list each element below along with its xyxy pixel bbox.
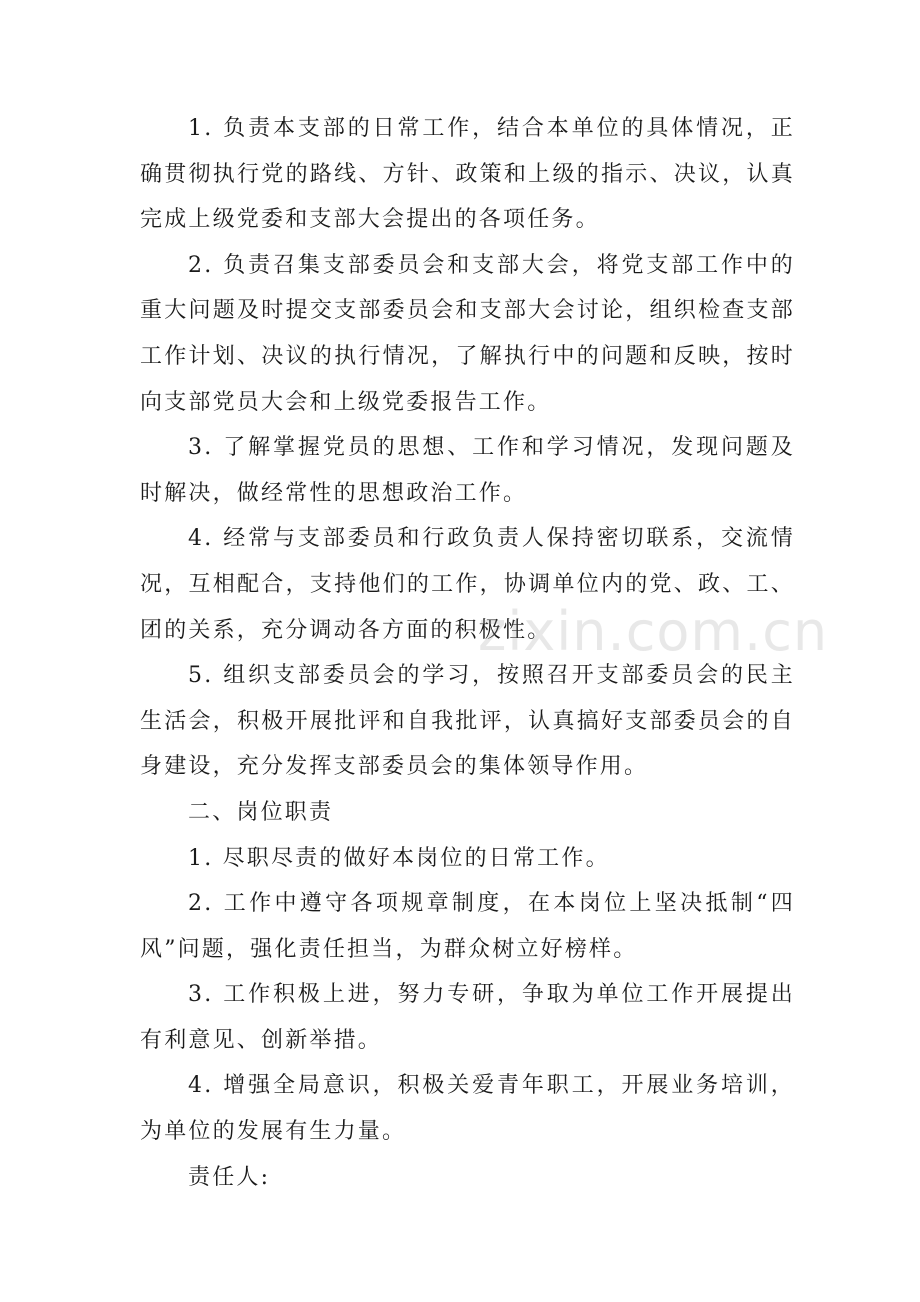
paragraph-duty-4: 4. 经常与支部委员和行政负责人保持密切联系，交流情况，互相配合，支持他们的工作，协调单位内的党、政、工、团的关系，充分调动各方面的积极性。 bbox=[140, 526, 795, 643]
paragraph-post-duty-2: 2. 工作中遵守各项规章制度，在本岗位上坚决抵制“四风”问题，强化责任担当，为群众树立好榜样。 bbox=[140, 891, 795, 962]
section-heading-post-duties: 二、岗位职责 bbox=[188, 799, 334, 825]
watermark-text: zixin.com.cn bbox=[478, 600, 829, 663]
paragraph-duty-5: 5. 组织支部委员会的学习，按照召开支部委员会的民主生活会，积极开展批评和自我批评，认真搞好支部委员会的自身建设，充分发挥支部委员会的集体领导作用。 bbox=[140, 663, 795, 780]
paragraph-post-duty-3: 3. 工作积极上进，努力专研，争取为单位工作开展提出有利意见、创新举措。 bbox=[140, 982, 795, 1053]
paragraph-post-duty-4: 4. 增强全局意识，积极关爱青年职工，开展业务培训，为单位的发展有生力量。 bbox=[140, 1073, 795, 1145]
paragraph-duty-2: 2. 负责召集支部委员会和支部大会，将党支部工作中的重大问题及时提交支部委员会和支部大会讨论，组织检查支部工作计划、决议的执行情况，了解执行中的问题和反映，按时向支部党员大会和上级党委报告工作。 bbox=[140, 252, 795, 415]
paragraph-duty-1: 1. 负责本支部的日常工作，结合本单位的具体情况，正确贯彻执行党的路线、方针、政策和上级的指示、决议，认真完成上级党委和支部大会提出的各项任务。 bbox=[140, 116, 795, 233]
paragraph-duty-3: 3. 了解掌握党员的思想、工作和学习情况，发现问题及时解决，做经常性的思想政治工作。 bbox=[140, 435, 795, 506]
paragraph-post-duty-1: 1. 尽职尽责的做好本岗位的日常工作。 bbox=[188, 845, 610, 871]
document-body bbox=[140, 106, 795, 1200]
responsible-person-label: 责任人: bbox=[188, 1164, 271, 1190]
